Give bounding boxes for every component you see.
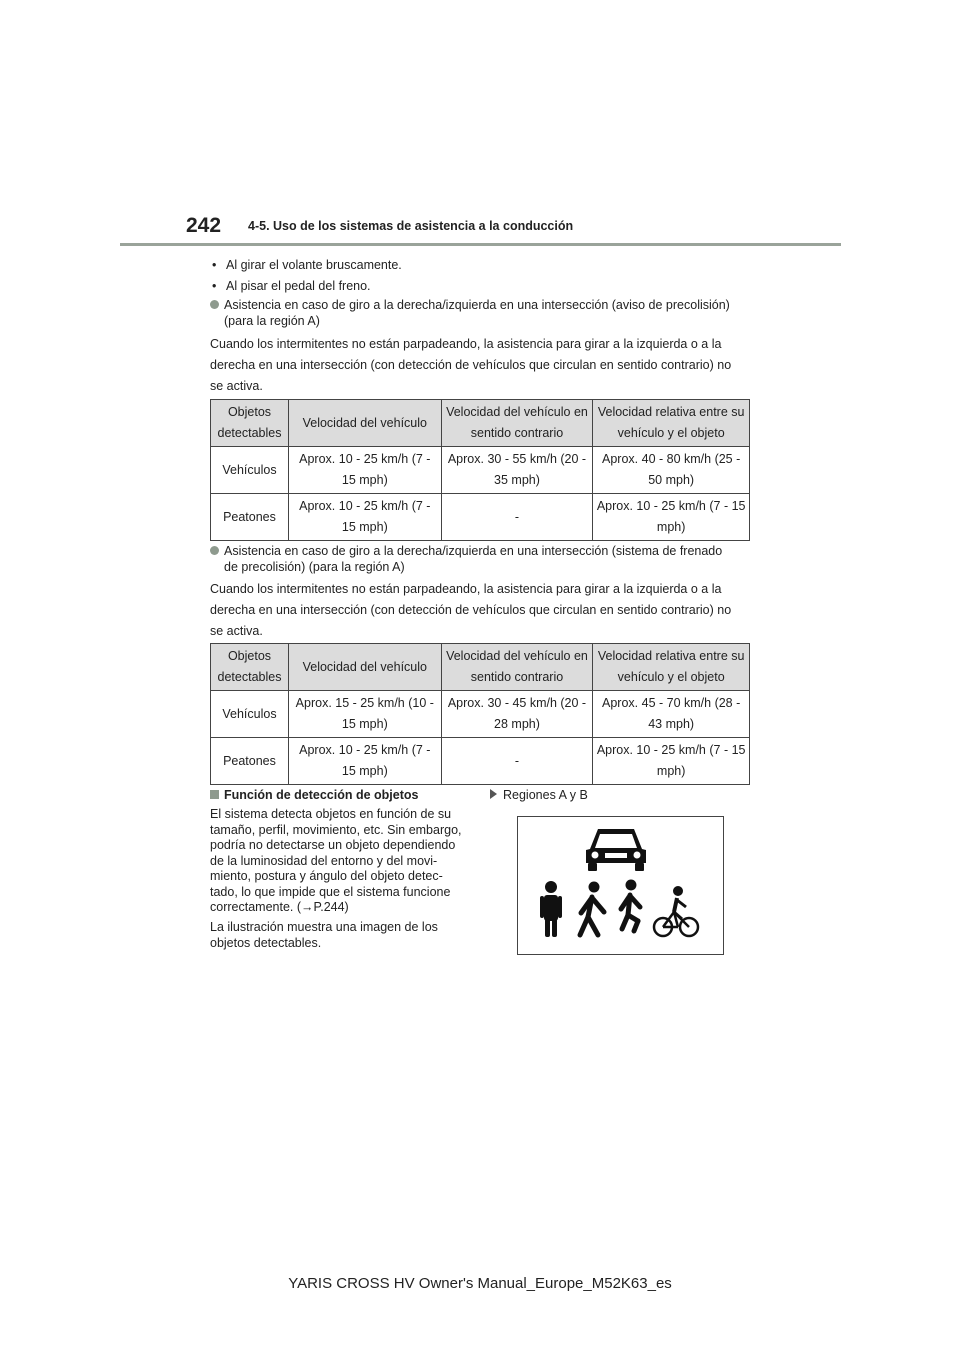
table-header-cell: Velocidad relativa entre su vehículo y el objeto [593,644,750,691]
pedestrian-standing-icon [540,881,562,937]
cyclist-icon [654,886,698,936]
section1-heading: Asistencia en caso de giro a la derecha/izquierda en una intersección (aviso de precolisión) (para la región A) [210,297,730,329]
section-title: 4-5. Uso de los sistemas de asistencia a la conducción [248,219,574,233]
footer-text: YARIS CROSS HV Owner's Manual_Europe_M52K63_es [288,1275,672,1292]
bullet-dot-icon: • [212,258,217,272]
table-cell: Aprox. 10 - 25 km/h (7 - 15 mph) [288,447,441,494]
bullet-dot-icon: • [212,279,217,293]
list-item: • Al pisar el pedal del freno. [212,277,371,296]
table-header-cell: Velocidad del vehículo [288,644,441,691]
table-cell: Vehículos [211,447,289,494]
page-number: 242 [186,214,222,237]
section2-body: Cuando los intermitentes no están parpadeando, la asistencia para girar a la izquierda o a la derecha en una intersección (con detección de vehículos que circulan en sentido contrario) no se activa. [210,582,732,638]
table-cell: Peatones [211,494,289,541]
section2-table [210,643,750,785]
section1-table [210,399,750,541]
table-cell: Aprox. 40 - 80 km/h (25 - 50 mph) [593,447,750,494]
table-cell: Aprox. 10 - 25 km/h (7 - 15 mph) [288,738,441,785]
table-header-row [211,644,750,691]
table-cell: Aprox. 10 - 25 km/h (7 - 15 mph) [593,738,750,785]
table-cell: - [441,738,593,785]
table-row [211,691,750,738]
table-header-row [211,400,750,447]
circle-bullet-icon [210,546,219,555]
car-icon [586,829,646,871]
table-cell: Aprox. 30 - 55 km/h (20 - 35 mph) [441,447,593,494]
table-cell: Aprox. 15 - 25 km/h (10 - 15 mph) [288,691,441,738]
table-cell: Aprox. 10 - 25 km/h (7 - 15 mph) [288,494,441,541]
table-header-cell: Velocidad del vehículo en sentido contrario [441,644,593,691]
section3-heading: Función de detección de objetos [210,786,418,805]
table-cell: Aprox. 30 - 45 km/h (20 - 28 mph) [441,691,593,738]
section3-body-2: La ilustración muestra una imagen de los objetos detectables. [210,920,438,950]
header-divider [120,243,841,246]
table-row [211,447,750,494]
illustration-caption: Regiones A y B [490,786,588,805]
table-header-cell: Objetos detectables [211,400,289,447]
section1-body: Cuando los intermitentes no están parpadeando, la asistencia para girar a la izquierda o a la derecha en una intersección (con detección de vehículos que circulan en sentido contrario) no se activa. [210,337,732,393]
table-cell: Peatones [211,738,289,785]
table-cell: Aprox. 45 - 70 km/h (28 - 43 mph) [593,691,750,738]
square-bullet-icon [210,790,219,799]
table-row [211,738,750,785]
triangle-bullet-icon [490,789,497,799]
table-cell: - [441,494,593,541]
list-item: • Al girar el volante bruscamente. [212,256,402,275]
table-row [211,494,750,541]
table-header-cell: Velocidad del vehículo en sentido contrario [441,400,593,447]
table-cell: Vehículos [211,691,289,738]
table-header-cell: Velocidad relativa entre su vehículo y el objeto [593,400,750,447]
section2-heading: Asistencia en caso de giro a la derecha/izquierda en una intersección (sistema de frenado de precolisión) (para la región A) [210,543,722,575]
detectable-objects-illustration [517,816,724,955]
circle-bullet-icon [210,300,219,309]
table-header-cell: Velocidad del vehículo [288,400,441,447]
pedestrian-running-icon [621,880,640,932]
table-header-cell: Objetos detectables [211,644,289,691]
section3-body: El sistema detecta objetos en función de su tamaño, perfil, movimiento, etc. Sin embargo, podría no detectarse un objeto dependiendo de la luminosidad del entorno y del movi-miento, postura y ángulo del objeto detec-tado, lo que impide que el sistema funcione correctamente. (→P.244) [210,807,462,914]
pedestrian-walking-icon [580,882,604,936]
detectable-objects-svg [518,817,723,954]
table-cell: Aprox. 10 - 25 km/h (7 - 15 mph) [593,494,750,541]
